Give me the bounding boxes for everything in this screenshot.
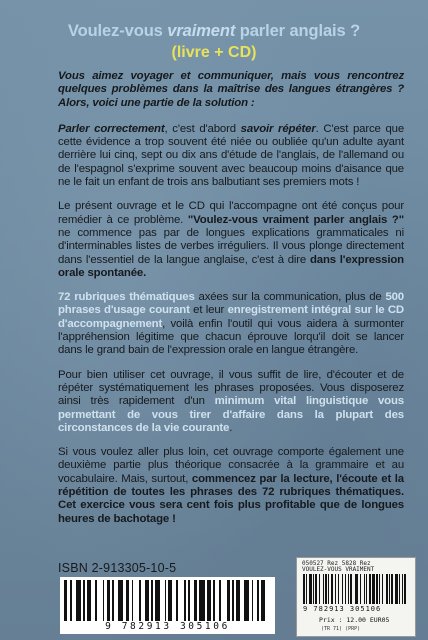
barcode-bar bbox=[252, 580, 254, 621]
p3-text-2: et leur bbox=[189, 304, 228, 317]
p2-title: "Voulez-vous vraiment parler anglais ?" bbox=[187, 213, 404, 226]
barcode-bar bbox=[87, 580, 90, 621]
sticker-line-1: 050527 Rez 5828 Rez bbox=[302, 560, 371, 567]
barcode-bar bbox=[126, 580, 129, 621]
barcode-bar bbox=[303, 574, 305, 604]
barcode-bar bbox=[112, 580, 114, 621]
barcode-bar bbox=[382, 574, 383, 604]
barcode-bar bbox=[236, 580, 239, 621]
p1-lead: Parler correctement bbox=[58, 122, 165, 135]
barcode-bar bbox=[188, 580, 190, 621]
barcode-bar bbox=[379, 574, 380, 604]
p2-text-1: Le présent ouvrage et le CD qui l'accompagne ont été conçus pour remédier à ce problème. bbox=[58, 200, 404, 226]
barcode-bar bbox=[350, 574, 353, 604]
paragraph-1 bbox=[58, 123, 404, 189]
barcode-bar bbox=[261, 580, 264, 621]
paragraph-4 bbox=[58, 369, 404, 435]
barcode-bars bbox=[64, 580, 271, 621]
barcode-bar bbox=[313, 574, 314, 604]
p3-text-1: axées sur la communication, plus de bbox=[194, 291, 386, 304]
barcode-bar bbox=[145, 580, 148, 621]
paragraph-2 bbox=[58, 200, 404, 280]
barcode-bar bbox=[213, 580, 215, 621]
barcode-bar bbox=[83, 580, 85, 621]
barcode-bar bbox=[315, 574, 317, 604]
barcode-bar bbox=[345, 574, 347, 604]
barcode-bar bbox=[139, 580, 141, 621]
barcode-bar bbox=[107, 580, 110, 621]
barcode-bar bbox=[199, 580, 204, 621]
barcode-bar bbox=[391, 574, 393, 604]
barcode-bar bbox=[176, 580, 178, 621]
price-sticker bbox=[296, 557, 416, 637]
barcode-bar bbox=[244, 580, 249, 621]
barcode-bar bbox=[355, 574, 356, 604]
p4-text-2: . bbox=[229, 421, 233, 434]
p3-highlight-3: enregistrement intégral sur le CD d'accompagnement bbox=[58, 304, 404, 330]
sticker-line-2: VOULEZ-VOUS VRAIMENT bbox=[302, 566, 375, 573]
barcode-bar bbox=[207, 580, 210, 621]
barcode-digits: 9 782913 305106 bbox=[105, 621, 230, 632]
sticker-barcode-digits: 9 782913 305106 bbox=[303, 605, 382, 613]
paragraph-5 bbox=[58, 446, 404, 526]
p4-highlight: minimum vital linguistique vous permettant de vous tirer d'affaire dans la plupart des circonstances de la vie courante bbox=[58, 395, 404, 434]
barcode-bar bbox=[323, 574, 324, 604]
barcode-bar bbox=[376, 574, 378, 604]
p5-text-1: Si vous voulez aller plus loin, cet ouvrage comporte également une deuxième partie plus théorique consacrée à la grammaire et au vocabulaire. Mais, surtout, bbox=[58, 446, 404, 485]
title-emphasis: vraiment bbox=[167, 22, 236, 40]
barcode-bar bbox=[132, 580, 134, 621]
sticker-barcode-bars bbox=[303, 574, 409, 604]
barcode-bar bbox=[118, 580, 123, 621]
barcode-bar bbox=[325, 574, 327, 604]
barcode-bar bbox=[151, 580, 153, 621]
barcode-bar bbox=[232, 580, 234, 621]
barcode-bar bbox=[309, 574, 312, 604]
barcode-bar bbox=[338, 574, 339, 604]
book-subtitle: (livre + CD) bbox=[171, 44, 257, 61]
p5-bold: commencez par la lecture, l'écoute et la répétition de toutes les phrases des 72 rubriques thématiques. Cet exercice vous sera cent fois plus profitable que de longues heures de bachotage ! bbox=[58, 472, 404, 525]
barcode-bar bbox=[95, 580, 97, 621]
barcode-bar bbox=[395, 574, 398, 604]
p1-key: savoir répéter bbox=[240, 122, 316, 135]
barcode-bar bbox=[335, 574, 337, 604]
book-title bbox=[0, 20, 428, 42]
isbn-number: ISBN 2-913305-10-5 bbox=[58, 561, 177, 575]
p2-text-2: ne commence pas par de longues explications grammaticales ni d'interminables listes de verbes irréguliers. Il vous plonge directement dans l'essentiel de la langue anglaise, c'est à dire bbox=[58, 226, 404, 266]
barcode-bar bbox=[364, 574, 365, 604]
barcode-bar bbox=[219, 580, 221, 621]
p3-highlight-1: 72 rubriques thématiques bbox=[58, 291, 195, 304]
barcode-bar bbox=[168, 580, 171, 621]
intro-paragraph: Vous aimez voyager et communiquer, mais vous rencontrez quelques problèmes dans la maîtrise des langues étrangères ? Alors, voici une partie de la solution : bbox=[58, 70, 404, 109]
barcode-bar bbox=[402, 574, 403, 604]
barcode-bar bbox=[369, 574, 371, 604]
sticker-codes: (TR 71) (PRP) bbox=[321, 626, 361, 632]
barcode-bar bbox=[319, 574, 320, 604]
barcode-bar bbox=[348, 574, 349, 604]
p1-text-2: . C'est parce que cette évidence a trop souvent été niée ou oubliée qu'un adulte ayant derrière lui cinq, sept ou dix ans d'étude de l'anglais, de l'allemand ou de l'espagnol s'exprime souvent avec beaucoup moins d'aisance que ne le fait un enfant de trois ans balbutiant ses premiers mots ! bbox=[58, 122, 405, 189]
back-cover-text bbox=[58, 70, 404, 537]
barcode-bar bbox=[103, 580, 105, 621]
barcode-bar bbox=[356, 574, 358, 604]
barcode-bar bbox=[328, 574, 329, 604]
barcode-bar bbox=[404, 574, 406, 604]
p1-text-1: , c'est d'abord bbox=[164, 122, 241, 135]
barcode-bar bbox=[155, 580, 160, 621]
barcode-bar bbox=[386, 574, 388, 604]
barcode-bar bbox=[331, 574, 334, 604]
barcode-bar bbox=[76, 580, 81, 621]
p2-key: dans l'expression orale spontanée. bbox=[58, 253, 404, 279]
barcode-bar bbox=[306, 574, 307, 604]
barcode-bar bbox=[194, 580, 197, 621]
barcode-bar bbox=[70, 580, 72, 621]
barcode-bar bbox=[389, 574, 390, 604]
barcode-bar bbox=[372, 574, 375, 604]
barcode-bar bbox=[360, 574, 361, 604]
barcode-bar bbox=[165, 580, 167, 621]
title-text-after: parler anglais ? bbox=[235, 22, 361, 40]
barcode-bar bbox=[399, 574, 400, 604]
barcode-bar bbox=[366, 574, 367, 604]
barcode-bar bbox=[257, 580, 259, 621]
p4-text-1: Pour bien utiliser cet ouvrage, il vous suffit de lire, d'écouter et de répéter systématiquement les phrases proposées. Vous disposerez ainsi très rapidement d'un bbox=[58, 368, 404, 408]
barcode-bar bbox=[227, 580, 230, 621]
isbn-barcode bbox=[60, 577, 275, 634]
p3-highlight-2: 500 phrases d'usage courant bbox=[58, 291, 404, 317]
title-text-before: Voulez-vous bbox=[67, 22, 168, 40]
p3-text-3: , voilà enfin l'outil qui vous aidera à surmonter l'appréhension légitime que chacun éprouve lorqu'il doit se lancer dans le grand bain de l'expression orale en langue étrangère. bbox=[58, 317, 404, 357]
barcode-bar bbox=[342, 574, 343, 604]
barcode-bar bbox=[64, 580, 67, 621]
barcode-bar bbox=[184, 580, 186, 621]
paragraph-3 bbox=[58, 291, 404, 357]
sticker-price: Prix : 12.00 EUR05 bbox=[319, 616, 390, 624]
